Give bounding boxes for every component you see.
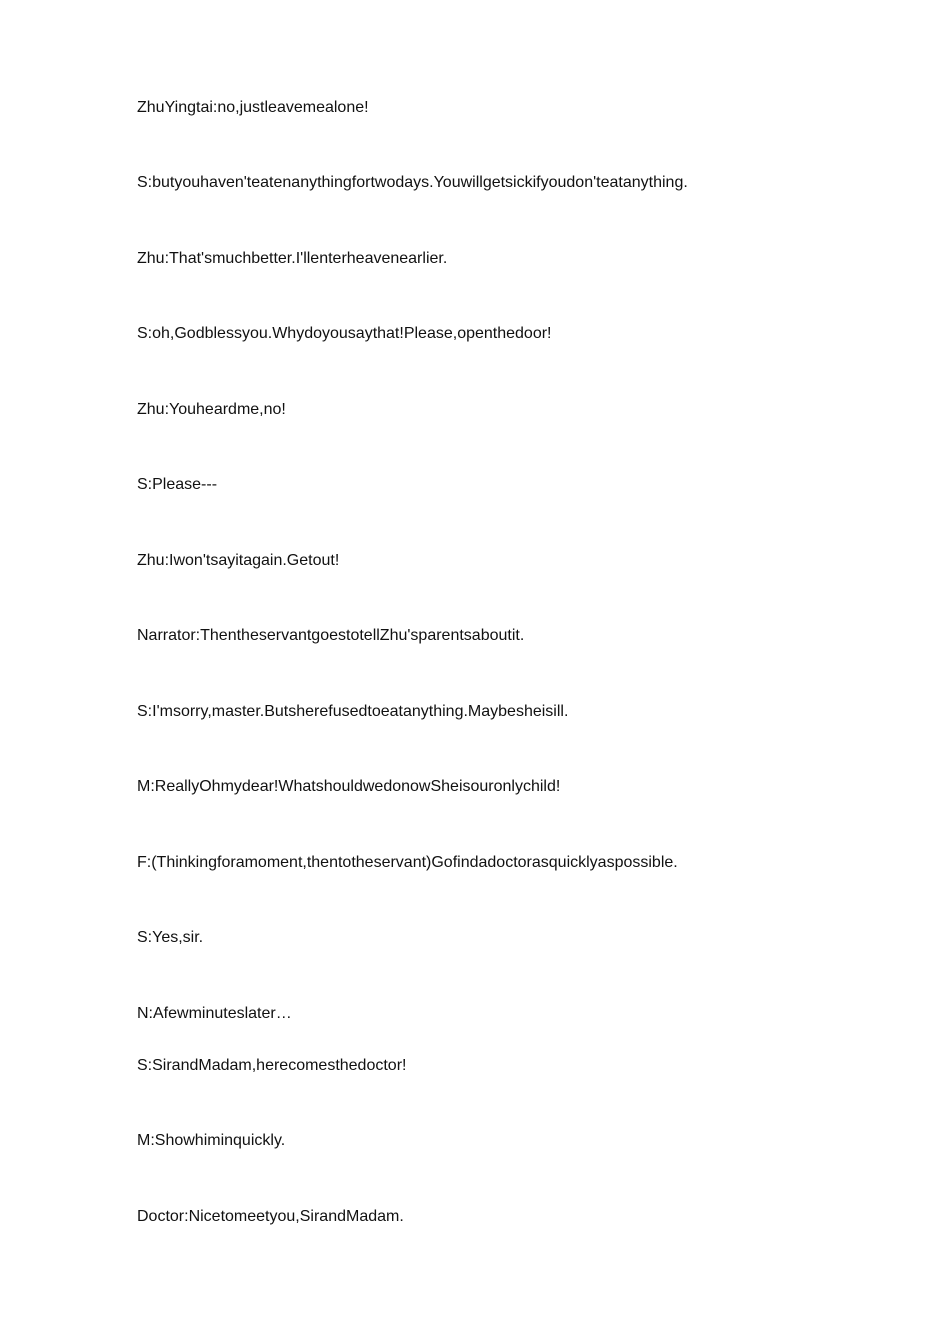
dialogue-line: S:Yes,sir.: [137, 929, 204, 946]
dialogue-line: S:oh,Godblessyou.Whydoyousaythat!Please,openthedoor!: [137, 325, 552, 342]
dialogue-line: S:Please---: [137, 476, 218, 493]
dialogue-line: Doctor:Nicetomeetyou,SirandMadam.: [137, 1208, 404, 1225]
dialogue-line: F:(Thinkingforamoment,thentotheservant)Gofindadoctorasquicklyaspossible.: [137, 854, 678, 871]
dialogue-line: Zhu:Iwon'tsayitagain.Getout!: [137, 552, 340, 569]
dialogue-line: N:Afewminuteslater…: [137, 1005, 292, 1022]
dialogue-line: M:ReallyOhmydear!WhatshouldwedonowSheisouronlychild!: [137, 778, 561, 795]
dialogue-line: Zhu:That'smuchbetter.I'llenterheavenearlier.: [137, 250, 448, 267]
dialogue-line: S:SirandMadam,herecomesthedoctor!: [137, 1057, 407, 1074]
dialogue-line: Narrator:ThentheservantgoestotellZhu'sparentsaboutit.: [137, 627, 525, 644]
dialogue-line: S:I'msorry,master.Butsherefusedtoeatanything.Maybesheisill.: [137, 703, 569, 720]
dialogue-line: M:Showhiminquickly.: [137, 1132, 286, 1149]
dialogue-line: S:butyouhaven'teatenanythingfortwodays.Youwillgetsickifyoudon'teatanything.: [137, 174, 688, 191]
dialogue-line: ZhuYingtai:no,justleavemealone!: [137, 99, 369, 116]
dialogue-line: Zhu:Youheardme,no!: [137, 401, 286, 418]
